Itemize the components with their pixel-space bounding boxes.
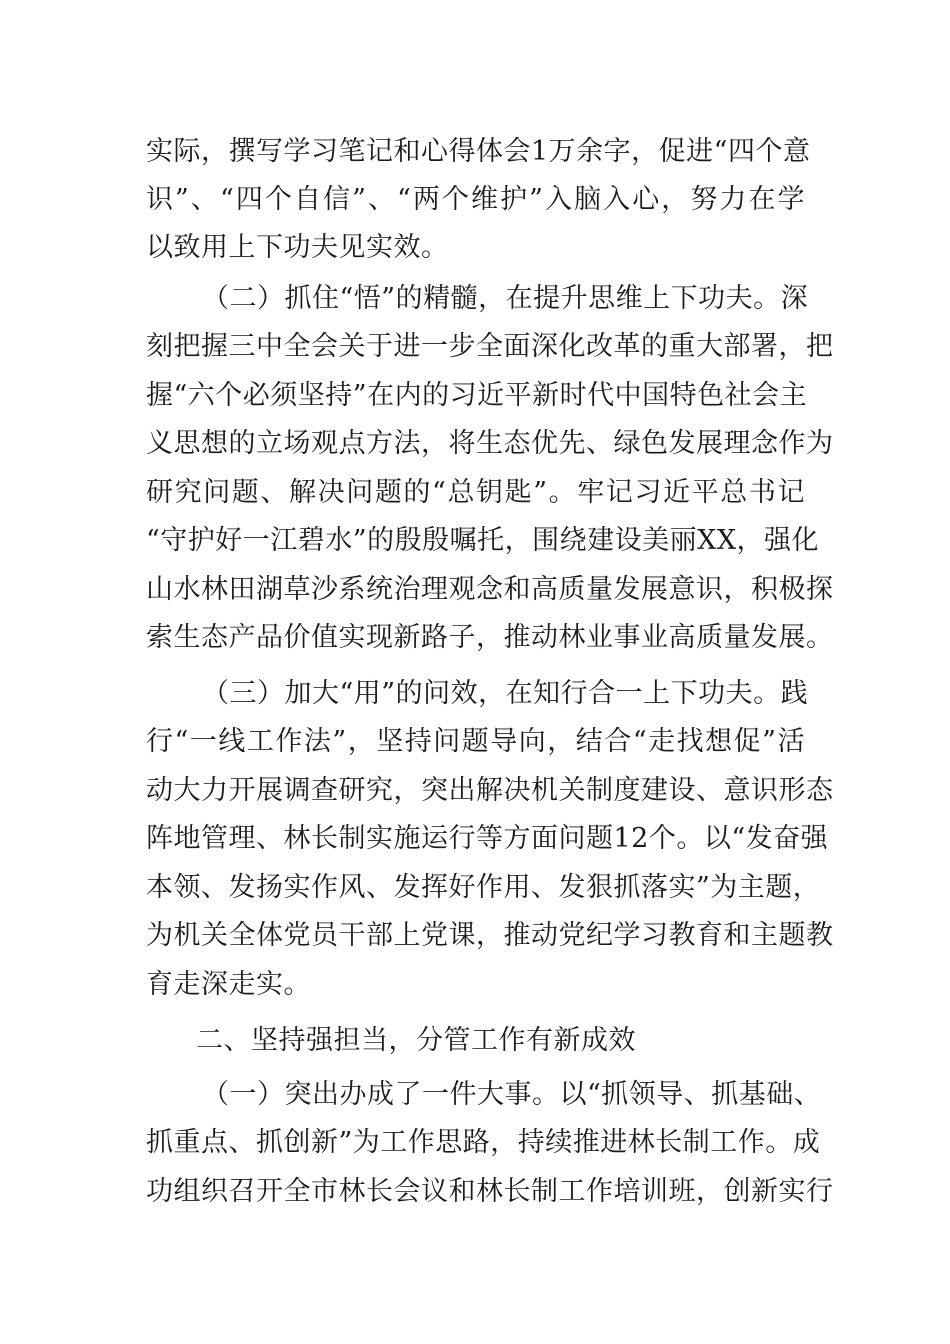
text-line: 阵地管理、林长制实施运行等方面问题12个。以“发奋强 — [146, 823, 829, 854]
text-line: 功组织召开全市林长会议和林长制工作培训班，创新实行 — [146, 1176, 834, 1207]
text-line: 育走深走实。 — [146, 969, 311, 1000]
text-line: 为机关全体党员干部上党课，推动党纪学习教育和主题教 — [146, 920, 834, 951]
text-line: 本领、发扬实作风、发挥好作用、发狠抓落实”为主题， — [146, 872, 821, 903]
text-line: 实际，撰写学习笔记和心得体会1万余字，促进“四个意 — [146, 136, 811, 167]
text-line: 义思想的立场观点方法，将生态优先、绿色发展理念作为 — [146, 428, 834, 459]
text-line: 刻把握三中全会关于进一步全面深化改革的重大部署，把 — [146, 331, 834, 362]
text-line: 索生态产品价值实现新路子，推动林业事业高质量发展。 — [146, 622, 834, 653]
text-line: 行“一线工作法”，坚持问题导向，结合“走找想促”活 — [146, 726, 805, 757]
text-line: 握“六个必须坚持”在内的习近平新时代中国特色社会主 — [146, 380, 808, 411]
text-line: 研究问题、解决问题的“总钥匙”。牢记习近平总书记 — [146, 477, 805, 508]
text-line: 以致用上下功夫见实效。 — [146, 232, 449, 263]
text-line: 动大力开展调查研究，突出解决机关制度建设、意识形态 — [146, 775, 834, 806]
text-line: “守护好一江碧水”的殷殷嘱托，围绕建设美丽XX，强化 — [146, 525, 820, 556]
paragraph-heading-line: （二）抓住“悟”的精髓，在提升思维上下功夫。深 — [202, 283, 809, 314]
text-line: 抓重点、抓创新”为工作思路，持续推进林长制工作。成 — [146, 1127, 821, 1158]
paragraph-heading-line: （一）突出办成了一件大事。以“抓领导、抓基础、 — [202, 1079, 822, 1110]
section-heading: 二、坚持强担当，分管工作有新成效 — [196, 1025, 636, 1056]
paragraph-heading-line: （三）加大“用”的问效，在知行合一上下功夫。践 — [202, 678, 809, 709]
text-line: 识”、“四个自信”、“两个维护”入脑入心，努力在学 — [146, 184, 805, 215]
text-line: 山水林田湖草沙系统治理观念和高质量发展意识，积极探 — [146, 574, 834, 605]
